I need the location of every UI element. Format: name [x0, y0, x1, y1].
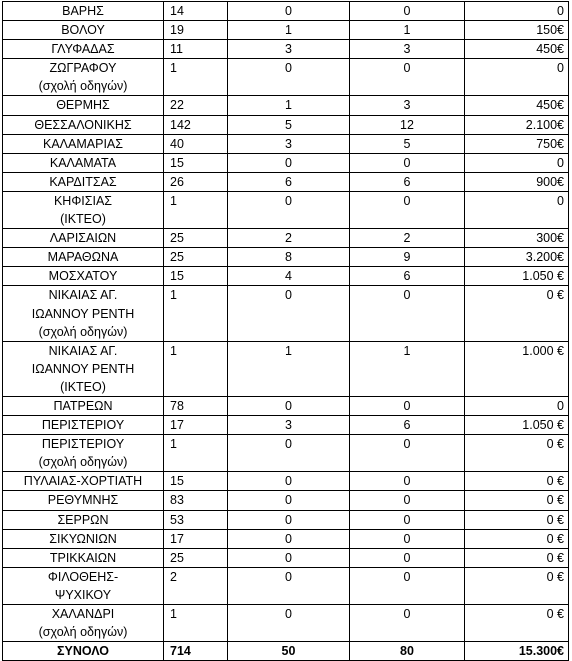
row-name-line: ΚΗΦΙΣΙΑΣ	[53, 193, 113, 208]
row-name	[3, 21, 164, 40]
table-row	[3, 416, 569, 435]
row-name	[3, 267, 164, 286]
total-col-b: 80	[350, 642, 465, 661]
table-row	[3, 396, 569, 415]
row-name-line: (σχολή οδηγών)	[38, 324, 128, 339]
row-name-line: ΘΕΡΜΗΣ	[56, 98, 110, 113]
row-name	[3, 472, 164, 491]
row-name-line: ΠΑΤΡΕΩΝ	[53, 398, 113, 413]
row-name-line: ΤΡΙΚΚΑΙΩΝ	[49, 550, 117, 565]
row-amount: 300€	[465, 229, 569, 248]
row-name	[3, 134, 164, 153]
table-row	[3, 248, 569, 267]
table-row	[3, 40, 569, 59]
row-name-line: ΠΕΡΙΣΤΕΡΙΟΥ	[41, 418, 125, 433]
row-amount: 0	[465, 396, 569, 415]
row-name-line: ΣΙΚΥΩΝΙΩΝ	[49, 531, 117, 546]
row-name-line: (ΙΚΤΕΟ)	[60, 212, 106, 227]
row-col-b: 0	[350, 191, 465, 228]
row-col-a: 3	[228, 416, 350, 435]
row-count: 15	[164, 472, 228, 491]
row-col-b: 9	[350, 248, 465, 267]
table-row	[3, 435, 569, 472]
table-row	[3, 286, 569, 341]
total-amount: 15.300€	[465, 642, 569, 661]
row-amount: 1.050 €	[465, 416, 569, 435]
row-col-a: 0	[228, 491, 350, 510]
row-col-b: 0	[350, 510, 465, 529]
row-amount: 0 €	[465, 435, 569, 472]
row-amount: 0	[465, 2, 569, 21]
row-name-line: (σχολή οδηγών)	[38, 455, 128, 470]
row-count: 142	[164, 115, 228, 134]
table-row	[3, 548, 569, 567]
row-col-a: 0	[228, 286, 350, 341]
row-amount: 150€	[465, 21, 569, 40]
table-row	[3, 115, 569, 134]
row-name	[3, 96, 164, 115]
row-name-line: ΧΑΛΑΝΔΡΙ	[51, 607, 115, 621]
row-count: 26	[164, 172, 228, 191]
row-name-line: ΘΕΣΣΑΛΟΝΙΚΗΣ	[34, 117, 132, 132]
table-row	[3, 529, 569, 548]
row-col-a: 3	[228, 134, 350, 153]
row-col-a: 1	[228, 96, 350, 115]
row-count: 19	[164, 21, 228, 40]
row-amount: 0 €	[465, 605, 569, 642]
row-col-a: 0	[228, 153, 350, 172]
row-col-a: 0	[228, 510, 350, 529]
total-label: ΣΥΝΟΛΟ	[3, 642, 164, 661]
row-count: 40	[164, 134, 228, 153]
row-name-line: ΣΕΡΡΩΝ	[57, 512, 109, 527]
row-name-line: ΠΥΛΑΙΑΣ-ΧΟΡΤΙΑΤΗ	[23, 474, 143, 489]
row-col-a: 0	[228, 605, 350, 642]
row-col-a: 0	[228, 435, 350, 472]
row-name	[3, 191, 164, 228]
row-count: 1	[164, 435, 228, 472]
row-col-b: 3	[350, 40, 465, 59]
row-name-line: ΝΙΚΑΙΑΣ ΑΓ.	[48, 288, 118, 303]
table-row	[3, 510, 569, 529]
row-amount: 0 €	[465, 286, 569, 341]
row-col-b: 0	[350, 491, 465, 510]
row-col-b: 6	[350, 267, 465, 286]
row-col-a: 2	[228, 229, 350, 248]
row-name-line: ΡΕΘΥΜΝΗΣ	[47, 493, 119, 508]
row-col-b: 0	[350, 2, 465, 21]
row-col-a: 0	[228, 2, 350, 21]
row-amount: 1.000 €	[465, 341, 569, 396]
row-name-line: ΛΑΡΙΣΑΙΩΝ	[49, 231, 117, 246]
row-name-line: ΖΩΓΡΑΦΟΥ	[49, 61, 117, 76]
row-col-a: 4	[228, 267, 350, 286]
row-count: 11	[164, 40, 228, 59]
table-body	[3, 2, 569, 642]
row-name-line: (σχολή οδηγών)	[38, 79, 128, 94]
row-name-line: ΚΑΡΔΙΤΣΑΣ	[49, 174, 117, 189]
row-col-a: 1	[228, 21, 350, 40]
row-name-line: ΓΛΥΦΑΔΑΣ	[51, 42, 115, 57]
table-row	[3, 134, 569, 153]
row-name	[3, 229, 164, 248]
row-amount: 0	[465, 191, 569, 228]
row-col-b: 2	[350, 229, 465, 248]
row-col-a: 8	[228, 248, 350, 267]
row-col-b: 6	[350, 172, 465, 191]
row-count: 53	[164, 510, 228, 529]
row-col-a: 0	[228, 191, 350, 228]
row-count: 25	[164, 548, 228, 567]
row-col-a: 0	[228, 548, 350, 567]
row-count: 14	[164, 2, 228, 21]
row-name-line: ΒΟΛΟΥ	[61, 23, 105, 38]
row-name	[3, 40, 164, 59]
table-row	[3, 341, 569, 396]
row-name-line: ΜΑΡΑΘΩΝΑ	[47, 250, 119, 265]
row-name	[3, 172, 164, 191]
row-name-line: ΙΩΑΝΝΟΥ ΡΕΝΤΗ	[31, 306, 135, 321]
row-col-b: 1	[350, 341, 465, 396]
row-col-b: 0	[350, 605, 465, 642]
row-count: 1	[164, 605, 228, 642]
row-count: 1	[164, 191, 228, 228]
row-name-line: ΠΕΡΙΣΤΕΡΙΟΥ	[41, 437, 125, 452]
row-name-line: ΚΑΛΑΜΑΡΙΑΣ	[43, 136, 123, 151]
row-col-b: 0	[350, 567, 465, 604]
row-col-a: 0	[228, 529, 350, 548]
municipal-stats-table	[2, 1, 569, 661]
row-col-b: 0	[350, 59, 465, 96]
row-col-b: 3	[350, 96, 465, 115]
row-name	[3, 115, 164, 134]
table-row	[3, 96, 569, 115]
row-amount: 0 €	[465, 472, 569, 491]
table-row	[3, 472, 569, 491]
row-col-a: 0	[228, 567, 350, 604]
row-amount: 450€	[465, 40, 569, 59]
row-name	[3, 491, 164, 510]
row-count: 2	[164, 567, 228, 604]
row-name	[3, 341, 164, 396]
table-row	[3, 172, 569, 191]
row-col-b: 0	[350, 396, 465, 415]
row-amount: 0 €	[465, 548, 569, 567]
table-row	[3, 2, 569, 21]
row-name-line: ΨΥΧΙΚΟΥ	[54, 587, 112, 602]
row-col-a: 0	[228, 396, 350, 415]
row-col-a: 0	[228, 472, 350, 491]
row-name	[3, 59, 164, 96]
row-col-b: 1	[350, 21, 465, 40]
row-name-line: (ΙΚΤΕΟ)	[60, 379, 106, 394]
row-name	[3, 153, 164, 172]
row-name-line: (σχολή οδηγών)	[38, 625, 128, 640]
row-col-a: 6	[228, 172, 350, 191]
row-name-line: ΚΑΛΑΜΑΤΑ	[49, 155, 117, 170]
row-col-b: 0	[350, 472, 465, 491]
row-col-b: 0	[350, 529, 465, 548]
row-name-line: ΒΑΡΗΣ	[62, 4, 104, 18]
row-amount: 0 €	[465, 567, 569, 604]
row-count: 25	[164, 229, 228, 248]
row-name-line: ΝΙΚΑΙΑΣ ΑΓ.	[48, 343, 118, 358]
row-name	[3, 548, 164, 567]
table-row	[3, 21, 569, 40]
row-name	[3, 510, 164, 529]
row-count: 15	[164, 153, 228, 172]
row-col-a: 5	[228, 115, 350, 134]
row-name	[3, 286, 164, 341]
row-amount: 900€	[465, 172, 569, 191]
row-count: 1	[164, 59, 228, 96]
row-count: 25	[164, 248, 228, 267]
row-amount: 3.200€	[465, 248, 569, 267]
row-name-line: ΦΙΛΟΘΕΗΣ-	[47, 569, 119, 584]
row-name	[3, 435, 164, 472]
table-row	[3, 567, 569, 604]
table-row	[3, 605, 569, 642]
row-col-b: 0	[350, 153, 465, 172]
row-count: 1	[164, 341, 228, 396]
row-count: 83	[164, 491, 228, 510]
row-amount: 0	[465, 153, 569, 172]
row-col-b: 0	[350, 548, 465, 567]
table-row	[3, 491, 569, 510]
row-amount: 1.050 €	[465, 267, 569, 286]
row-col-b: 5	[350, 134, 465, 153]
row-col-a: 1	[228, 341, 350, 396]
row-name-line: ΙΩΑΝΝΟΥ ΡΕΝΤΗ	[31, 361, 135, 376]
row-name	[3, 416, 164, 435]
row-count: 15	[164, 267, 228, 286]
row-count: 1	[164, 286, 228, 341]
row-amount: 0 €	[465, 529, 569, 548]
total-count: 714	[164, 642, 228, 661]
row-name	[3, 567, 164, 604]
row-col-a: 0	[228, 59, 350, 96]
row-name	[3, 396, 164, 415]
total-col-a: 50	[228, 642, 350, 661]
row-amount: 0 €	[465, 510, 569, 529]
table-row	[3, 229, 569, 248]
row-col-b: 0	[350, 286, 465, 341]
row-name	[3, 529, 164, 548]
row-name	[3, 605, 164, 642]
table-row	[3, 191, 569, 228]
row-amount: 450€	[465, 96, 569, 115]
row-amount: 2.100€	[465, 115, 569, 134]
row-name	[3, 2, 164, 21]
row-amount: 750€	[465, 134, 569, 153]
row-name	[3, 248, 164, 267]
row-col-a: 3	[228, 40, 350, 59]
row-count: 17	[164, 529, 228, 548]
row-amount: 0 €	[465, 491, 569, 510]
table-row	[3, 153, 569, 172]
table-row	[3, 59, 569, 96]
total-row	[3, 642, 569, 661]
row-count: 17	[164, 416, 228, 435]
row-count: 78	[164, 396, 228, 415]
table-row	[3, 267, 569, 286]
row-col-b: 6	[350, 416, 465, 435]
row-amount: 0	[465, 59, 569, 96]
row-count: 22	[164, 96, 228, 115]
row-col-b: 12	[350, 115, 465, 134]
row-name-line: ΜΟΣΧΑΤΟΥ	[48, 269, 118, 284]
row-col-b: 0	[350, 435, 465, 472]
